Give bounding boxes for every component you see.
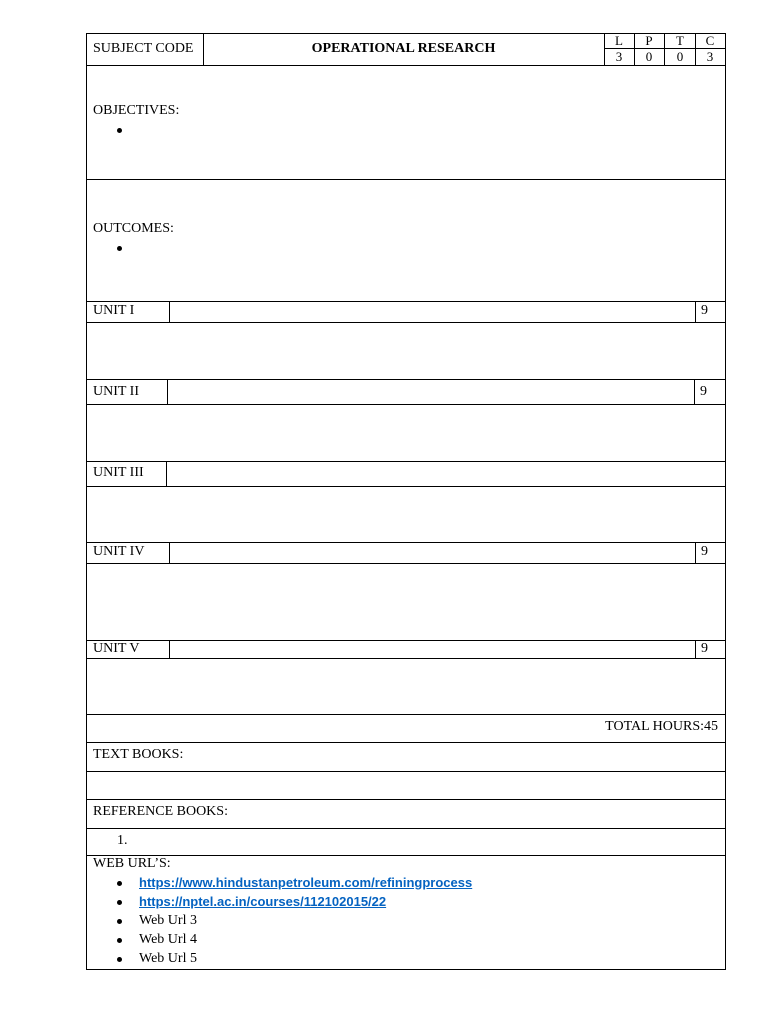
- reference-books-line-top: [86, 799, 726, 800]
- web-urls-line-top: [86, 855, 726, 856]
- web-url-bullet-2: [117, 900, 122, 905]
- ltpc-value-l: 3: [615, 49, 623, 64]
- unit-3-line-top: [86, 461, 726, 462]
- unit-2-line-top: [86, 379, 726, 380]
- unit-5-divider-left: [169, 640, 170, 659]
- ltpc-value-c: 3: [706, 49, 714, 64]
- unit-2-label: UNIT II: [93, 384, 140, 399]
- ltpc-header-l: L: [615, 33, 623, 48]
- web-url-link-1[interactable]: https://www.hindustanpetroleum.com/refiningprocess: [139, 875, 473, 890]
- text-books-label: TEXT BOOKS:: [93, 747, 184, 762]
- ltpc-header-p: P: [645, 33, 653, 48]
- ltpc-header-c: C: [705, 33, 715, 48]
- unit-1-line-bottom: [86, 322, 726, 323]
- unit-2-hours: 9: [700, 384, 707, 399]
- web-url-bullet-3: [117, 919, 122, 924]
- unit-4-divider-right: [695, 542, 696, 564]
- web-url-link-2[interactable]: https://nptel.ac.in/courses/112102015/22: [139, 894, 387, 909]
- web-url-bullet-4: [117, 938, 122, 943]
- unit-5-divider-right: [695, 640, 696, 659]
- unit-5-line-bottom: [86, 658, 726, 659]
- unit-1-label: UNIT I: [93, 303, 135, 318]
- header-row-divider: [86, 65, 726, 66]
- unit-1-line-top: [86, 301, 726, 302]
- unit-5-hours: 9: [701, 641, 708, 656]
- unit-2-divider-left: [167, 379, 168, 405]
- unit-4-line-bottom: [86, 563, 726, 564]
- unit-4-label: UNIT IV: [93, 544, 145, 559]
- reference-books-line-bottom: [86, 828, 726, 829]
- web-url-bullet-1: [117, 881, 122, 886]
- web-url-bullet-5: [117, 957, 122, 962]
- outcomes-bullet: [117, 246, 122, 251]
- unit-2-divider-right: [694, 379, 695, 405]
- reference-books-label: REFERENCE BOOKS:: [93, 804, 228, 819]
- unit-1-divider-left: [169, 301, 170, 323]
- web-url-item-5: Web Url 5: [139, 951, 197, 966]
- unit-3-line-bottom: [86, 486, 726, 487]
- unit-3-label: UNIT III: [93, 465, 144, 480]
- objectives-divider: [86, 179, 726, 180]
- web-urls-label: WEB URL’S:: [93, 856, 171, 871]
- web-url-item-3: Web Url 3: [139, 913, 197, 928]
- objectives-label: OBJECTIVES:: [93, 103, 180, 118]
- unit-2-line-bottom: [86, 404, 726, 405]
- ltpc-header-t: T: [676, 33, 684, 48]
- total-hours-line-top: [86, 714, 726, 715]
- web-url-item-4: Web Url 4: [139, 932, 197, 947]
- syllabus-table: [86, 33, 726, 970]
- ltpc-value-p: 0: [645, 49, 653, 64]
- objectives-bullet: [117, 128, 122, 133]
- unit-4-hours: 9: [701, 544, 708, 559]
- subject-code-label: SUBJECT CODE: [93, 41, 194, 56]
- unit-1-hours: 9: [701, 303, 708, 318]
- unit-4-divider-left: [169, 542, 170, 564]
- text-books-line-top: [86, 742, 726, 743]
- total-hours: TOTAL HOURS:45: [605, 719, 718, 734]
- unit-5-line-top: [86, 640, 726, 641]
- unit-4-line-top: [86, 542, 726, 543]
- reference-book-item: 1.: [117, 833, 128, 848]
- unit-1-divider-right: [695, 301, 696, 323]
- outcomes-label: OUTCOMES:: [93, 221, 174, 236]
- course-title: OPERATIONAL RESEARCH: [311, 41, 496, 56]
- text-books-line-bottom: [86, 771, 726, 772]
- unit-5-label: UNIT V: [93, 641, 140, 656]
- unit-3-divider-left: [166, 461, 167, 487]
- ltpc-value-t: 0: [676, 49, 684, 64]
